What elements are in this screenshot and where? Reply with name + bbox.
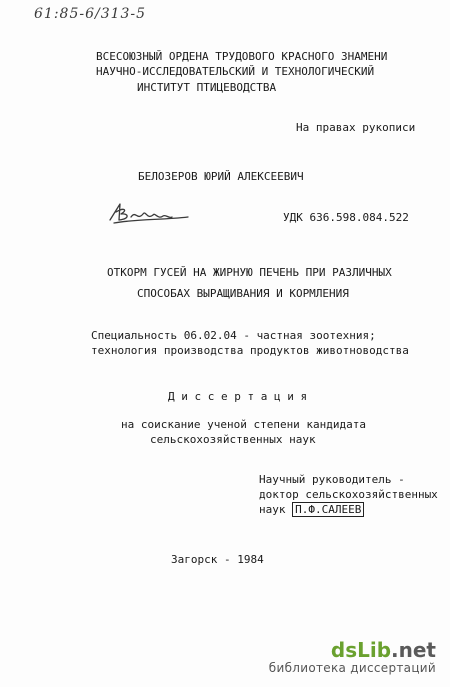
manuscript-note: На правах рукописи xyxy=(296,121,416,134)
udc-code: УДК 636.598.084.522 xyxy=(283,211,409,224)
supervisor-line-1: Научный руководитель - xyxy=(259,473,405,486)
institute-header-line-3: ИНСТИТУТ ПТИЦЕВОДСТВА xyxy=(137,81,277,94)
handwritten-signature-icon xyxy=(104,198,192,228)
supervisor-name-box: П.Ф.САЛЕЕВ xyxy=(292,502,364,517)
supervisor-degree-suffix: наук xyxy=(259,503,286,516)
author-signature xyxy=(104,198,192,228)
institute-header-line-2: НАУЧНО-ИССЛЕДОВАТЕЛЬСКИЙ И ТЕХНОЛОГИЧЕСКИЙ xyxy=(96,65,375,78)
thesis-title-line-2: СПОСОБАХ ВЫРАЩИВАНИЯ И КОРМЛЕНИЯ xyxy=(137,287,349,300)
specialty-line-2: технология производства продуктов животноводства xyxy=(91,344,409,357)
supervisor-line-2: доктор сельскохозяйственных xyxy=(259,488,438,501)
supervisor-line-3 xyxy=(259,503,364,516)
dslib-logo-tld: .net xyxy=(391,638,436,662)
dslib-logo-main: dsLib xyxy=(330,638,392,662)
archive-number: 61:85-6/313-5 xyxy=(34,6,147,22)
institute-header-line-1: ВСЕСОЮЗНЫЙ ОРДЕНА ТРУДОВОГО КРАСНОГО ЗНАМЕНИ xyxy=(96,50,388,63)
specialty-line-1: Специальность 06.02.04 - частная зоотехния; xyxy=(91,329,376,342)
degree-line-2: сельскохозяйственных наук xyxy=(150,433,316,446)
dslib-logo xyxy=(269,639,436,661)
document-type: Д и с с е р т а ц и я xyxy=(168,390,308,403)
author-name: БЕЛОЗЕРОВ ЮРИЙ АЛЕКСЕЕВИЧ xyxy=(138,170,304,183)
place-and-year: Загорск - 1984 xyxy=(171,553,264,566)
dslib-watermark xyxy=(269,639,436,675)
thesis-title-line-1: ОТКОРМ ГУСЕЙ НА ЖИРНУЮ ПЕЧЕНЬ ПРИ РАЗЛИЧНЫХ xyxy=(107,266,392,279)
dslib-subtitle: библиотека диссертаций xyxy=(268,661,436,675)
degree-line-1: на соискание ученой степени кандидата xyxy=(121,418,367,431)
